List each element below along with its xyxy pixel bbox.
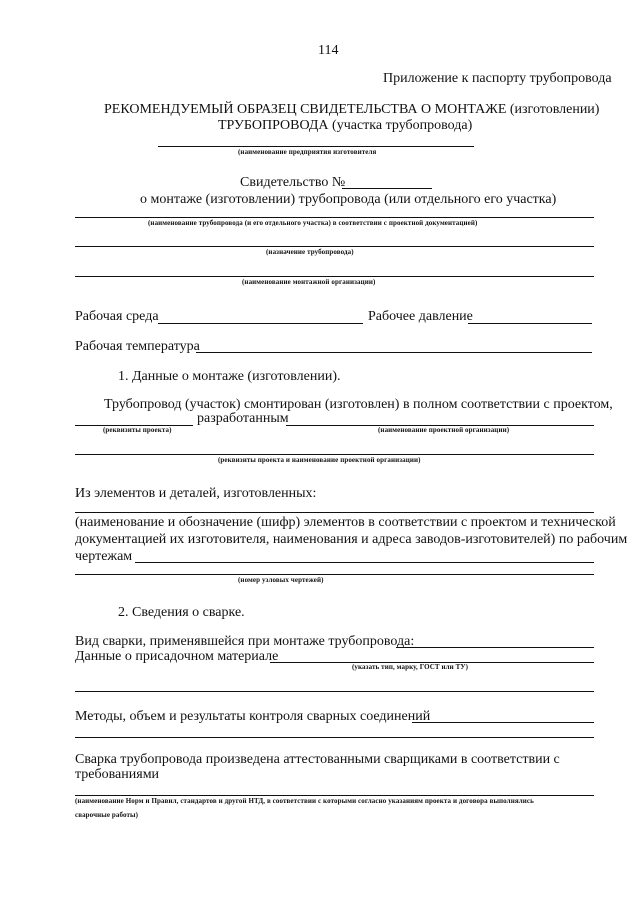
norms-field-line[interactable] xyxy=(75,795,594,796)
section1-heading: 1. Данные о монтаже (изготовлении). xyxy=(118,369,341,384)
page-number: 114 xyxy=(318,43,339,58)
working-medium-label: Рабочая среда xyxy=(75,309,159,324)
certified-welders-line2: требованиями xyxy=(75,767,160,782)
design-org-caption: (наименование проектной организации) xyxy=(378,426,510,434)
assembly-drawings-caption: (номер узловых чертежей) xyxy=(238,576,324,584)
project-details-org-line[interactable] xyxy=(75,454,594,455)
elements-para-line2: документацией их изготовителя, наименования и адреса заводов-изготовителей) по рабочим xyxy=(75,532,628,547)
control-methods-label: Методы, объем и результаты контроля сварных соединений xyxy=(75,709,431,724)
working-temperature-field[interactable] xyxy=(196,352,592,353)
certified-welders-line1: Сварка трубопровода произведена аттестованными сварщиками в соответствии с xyxy=(75,752,560,767)
working-pressure-label: Рабочее давление xyxy=(368,309,473,324)
project-details-caption: (реквизиты проекта) xyxy=(103,426,172,434)
filler-extra-line[interactable] xyxy=(75,691,594,692)
project-details-org-caption: (реквизиты проекта и наименование проектной организации) xyxy=(218,456,421,464)
certificate-subheading: о монтаже (изготовлении) трубопровода (или отдельного его участка) xyxy=(140,192,557,207)
from-elements-label: Из элементов и деталей, изготовленных: xyxy=(75,486,317,501)
welding-type-label: Вид сварки, применявшейся при монтаже трубопровода: xyxy=(75,634,415,649)
norms-caption-line2: сварочные работы) xyxy=(75,811,139,819)
assembly-org-line[interactable] xyxy=(75,276,594,277)
certificate-number-line[interactable] xyxy=(342,188,432,189)
document-title-line2: ТРУБОПРОВОДА (участка трубопровода) xyxy=(218,118,473,133)
appendix-label: Приложение к паспорту трубопровода xyxy=(383,71,612,86)
working-drawings-field[interactable] xyxy=(135,562,594,563)
assembly-drawings-line[interactable] xyxy=(75,574,594,575)
pipeline-name-line[interactable] xyxy=(75,217,594,218)
document-title-line1: РЕКОМЕНДУЕМЫЙ ОБРАЗЕЦ СВИДЕТЕЛЬСТВА О МОНТАЖЕ (изготовлении) xyxy=(104,102,600,117)
certificate-heading: Свидетельство № xyxy=(240,175,346,190)
pipeline-purpose-caption: (назначение трубопровода) xyxy=(266,248,354,256)
welding-type-field[interactable] xyxy=(396,647,594,648)
section2-heading: 2. Сведения о сварке. xyxy=(118,605,245,620)
control-methods-field[interactable] xyxy=(412,722,594,723)
developed-by-label: разработанным xyxy=(197,411,289,426)
manufacturer-field-line[interactable] xyxy=(158,146,474,147)
filler-spec-caption: (указать тип, марку, ГОСТ или ТУ) xyxy=(352,663,469,671)
elements-para-line3: чертежам xyxy=(75,549,133,564)
control-methods-extra-line[interactable] xyxy=(75,737,594,738)
norms-caption-line1: (наименование Норм и Правил, стандартов и другой НТД, в соответствии с которыми согласно указаниям проекта и договора выполнялись xyxy=(75,797,534,805)
elements-para-line1: (наименование и обозначение (шифр) элементов в соответствии с проектом и технической xyxy=(75,515,616,530)
section1-text: Трубопровод (участок) смонтирован (изготовлен) в полном соответствии с проектом, xyxy=(104,397,613,412)
filler-material-label: Данные о присадочном материале xyxy=(75,649,279,664)
elements-field-line[interactable] xyxy=(75,512,594,513)
assembly-org-caption: (наименование монтажной организации) xyxy=(242,278,376,286)
manufacturer-caption: (наименование предприятия изготовителя xyxy=(238,148,377,156)
working-pressure-field[interactable] xyxy=(468,323,592,324)
working-medium-field[interactable] xyxy=(158,323,363,324)
pipeline-name-caption: (наименование трубопровода (и его отдельного участка) в соответствии с проектной документацией) xyxy=(148,219,478,227)
working-temperature-label: Рабочая температура xyxy=(75,339,200,354)
pipeline-purpose-line[interactable] xyxy=(75,246,594,247)
